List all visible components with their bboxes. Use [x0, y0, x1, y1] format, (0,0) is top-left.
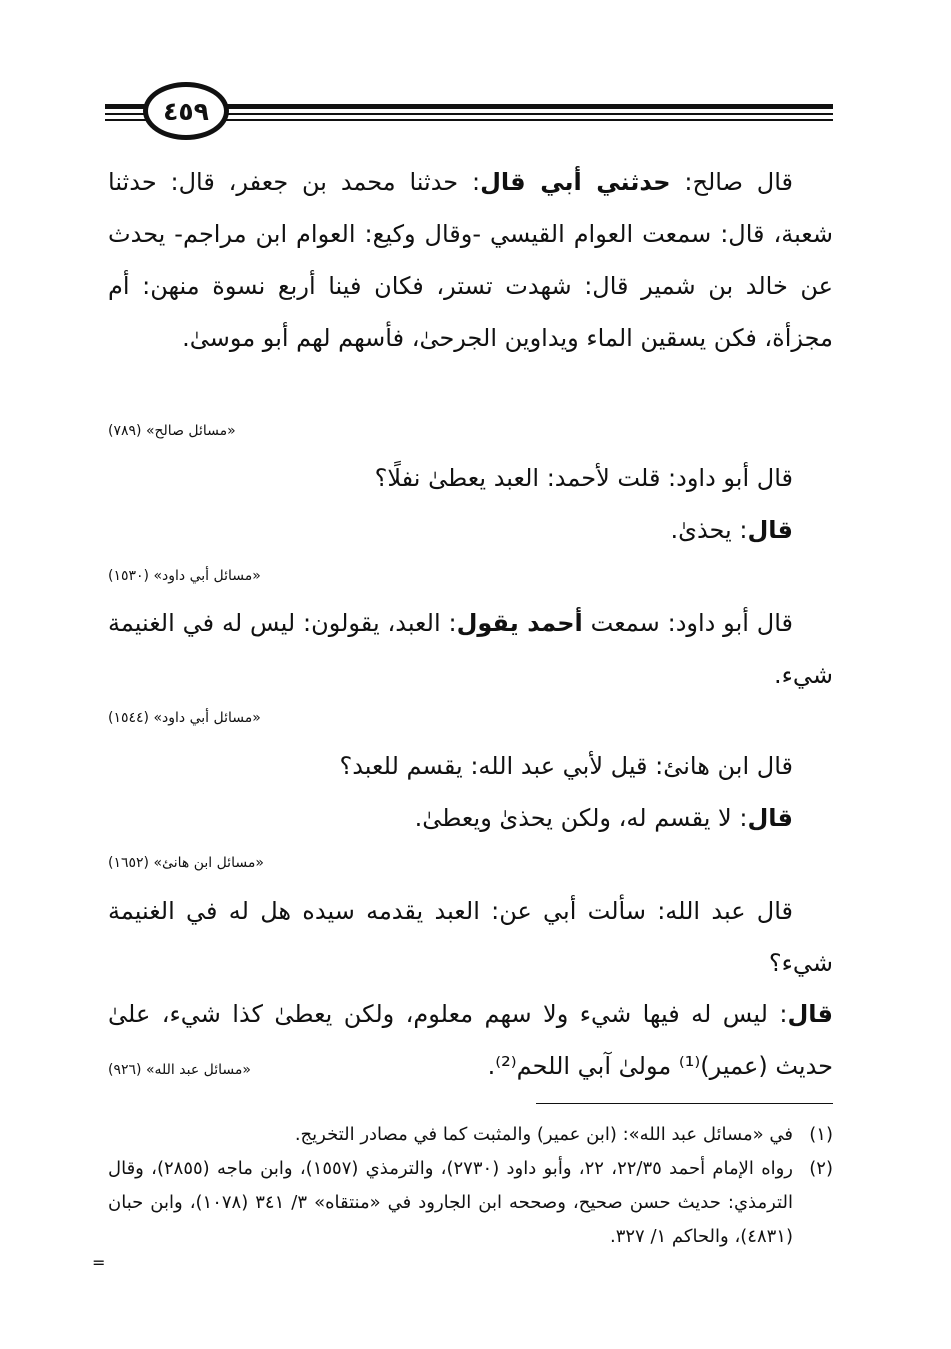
footnote: (٢) رواه الإمام أحمد ٢٢/٣٥، ٢٢، وأبو داود (٢٧٣٠)، والترمذي (١٥٥٧)، وابن ماجه (٢٨٥٥)، وقال الترمذي: حديث حسن صحيح، وصححه ابن الجارود في «منتقاه» ٣/ ٣٤١ (١٠٧٨)، وابن حبان (٤٨٣١)، والحاكم ١/ ٣٢٧.	[108, 1158, 833, 1247]
qa-abu-dawud-1: قال أبو داود: قلت لأحمد: العبد يعطىٰ نفلًا؟ قال: يحذىٰ.	[374, 464, 793, 544]
page-header	[105, 82, 833, 144]
source-citation: «مسائل أبي داود» (١٥٣٠)	[108, 568, 261, 584]
footnote: (١) في «مسائل عبد الله»: (ابن عمير) والمثبت كما في مصادر التخريج.	[294, 1124, 833, 1145]
paragraph-abdullah-answer: قال: ليس له فيها شيء ولا سهم معلوم، ولكن يعطىٰ كذا شيء، علىٰ حديث (عمير)⁽¹⁾ مولىٰ آبي اللحم⁽²⁾. «مسائل عبد الله» (٩٢٦)	[108, 988, 833, 1096]
qa-ibn-hani: قال ابن هانئ: قيل لأبي عبد الله: يقسم للعبد؟ قال: لا يقسم له، ولكن يحذىٰ ويعطىٰ.	[339, 752, 793, 832]
footnotes	[108, 1118, 833, 1254]
page-number: ٤٥٩	[163, 96, 209, 126]
paragraph-saleh: قال صالح: حدثني أبي قال: حدثنا محمد بن جعفر، قال: حدثنا شعبة، قال: سمعت العوام القيسي -وقال وكيع: العوام ابن مراجم- يحدث عن خالد بن شمير قال: شهدت تستر، فكان فينا أربع نسوة منهن: أم مجزأة، فكن يسقين الماء ويداوين الجرحىٰ، فأسهم لهم أبو موسىٰ.	[108, 168, 833, 352]
paragraph-abu-dawud-2: قال أبو داود: سمعت أحمد يقول: العبد، يقولون: ليس له في الغنيمة شيء.	[108, 609, 833, 689]
paragraph-abdullah-question: قال عبد الله: سألت أبي عن: العبد يقدمه سيده هل له في الغنيمة شيء؟	[108, 897, 833, 977]
source-citation: «مسائل أبي داود» (١٥٤٤)	[108, 710, 261, 726]
source-citation: «مسائل ابن هانئ» (١٦٥٢)	[108, 855, 264, 871]
source-citation: «مسائل صالح» (٧٨٩)	[108, 423, 236, 439]
source-citation: «مسائل عبد الله» (٩٢٦)	[108, 1062, 251, 1078]
page-number-ornament	[143, 82, 229, 140]
footnote-separator	[536, 1103, 833, 1104]
margin-mark: =	[92, 1253, 106, 1272]
